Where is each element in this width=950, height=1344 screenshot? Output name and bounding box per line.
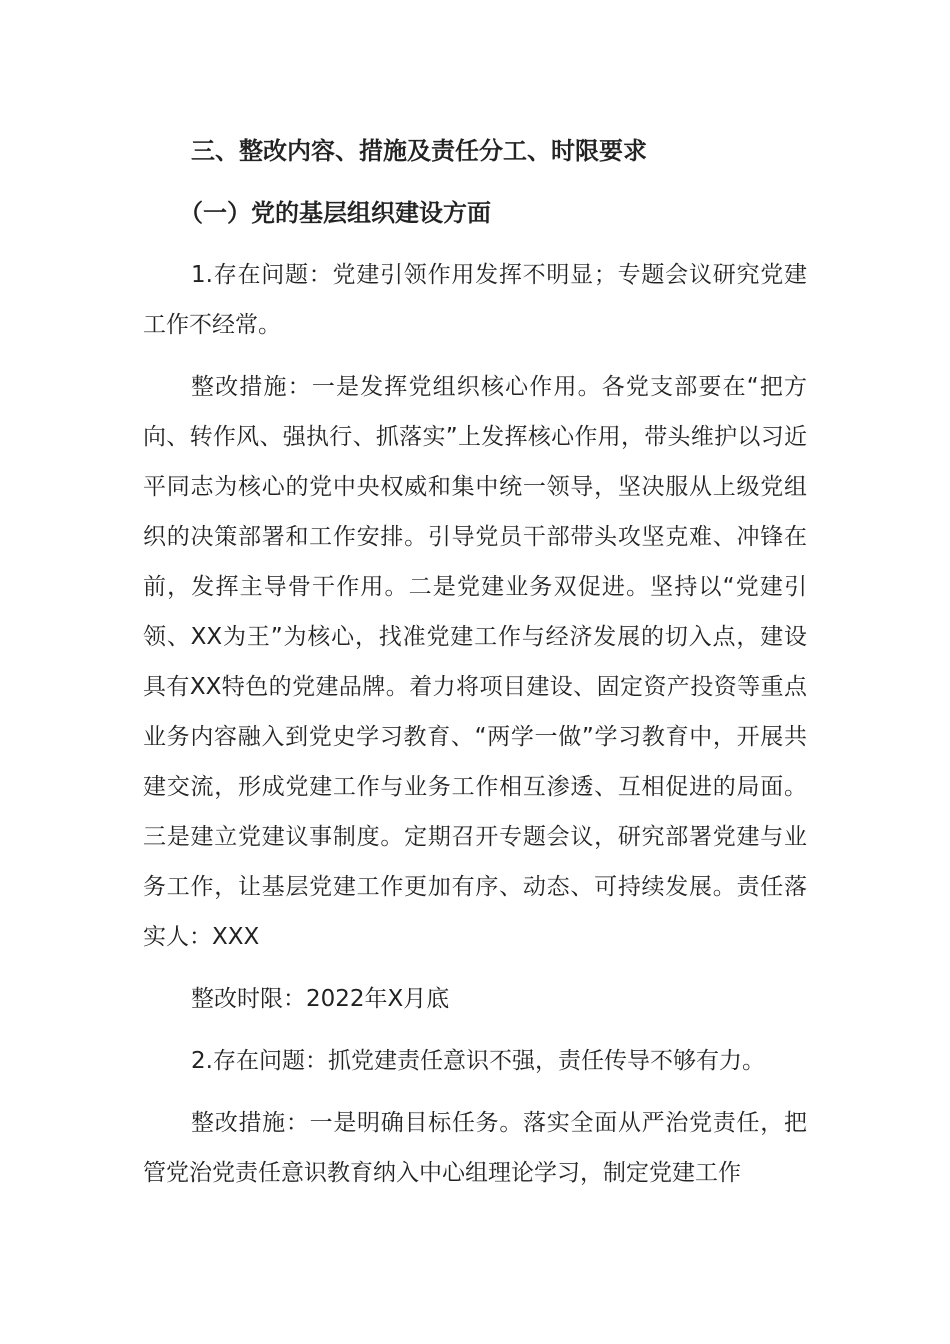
subsection-heading: （一）党的基层组织建设方面: [179, 199, 491, 227]
document-body: [143, 126, 807, 1210]
paragraph-problem-1: 1.存在问题：党建引领作用发挥不明显；专题会议研究党建工作不经常。: [143, 262, 807, 338]
paragraph-problem-2: 2.存在问题：抓党建责任意识不强，责任传导不够有力。: [191, 1048, 765, 1074]
paragraph-deadline-1: 整改时限：2022年X月底: [191, 986, 450, 1012]
paragraph-measures-1: 整改措施：一是发挥党组织核心作用。各党支部要在“把方向、转作风、强执行、抓落实”上发挥核心作用，带头维护以习近平同志为核心的党中央权威和集中统一领导，坚决服从上级党组织的决策部署和工作安排。引导党员干部带头攻坚克难、冲锋在前，发挥主导骨干作用。二是党建业务双促进。坚持以“党建引领、XX为王”为核心，找准党建工作与经济发展的切入点，建设具有XX特色的党建品牌。着力将项目建设、固定资产投资等重点业务内容融入到党史学习教育、“两学一做”学习教育中，开展共建交流，形成党建工作与业务工作相互渗透、互相促进的局面。三是建立党建议事制度。定期召开专题会议，研究部署党建与业务工作，让基层党建工作更加有序、动态、可持续发展。责任落实人：XXX: [143, 374, 807, 950]
paragraph-measures-2: 整改措施：一是明确目标任务。落实全面从严治党责任，把管党治党责任意识教育纳入中心组理论学习，制定党建工作: [143, 1110, 807, 1186]
section-heading: 三、整改内容、措施及责任分工、时限要求: [191, 137, 647, 165]
